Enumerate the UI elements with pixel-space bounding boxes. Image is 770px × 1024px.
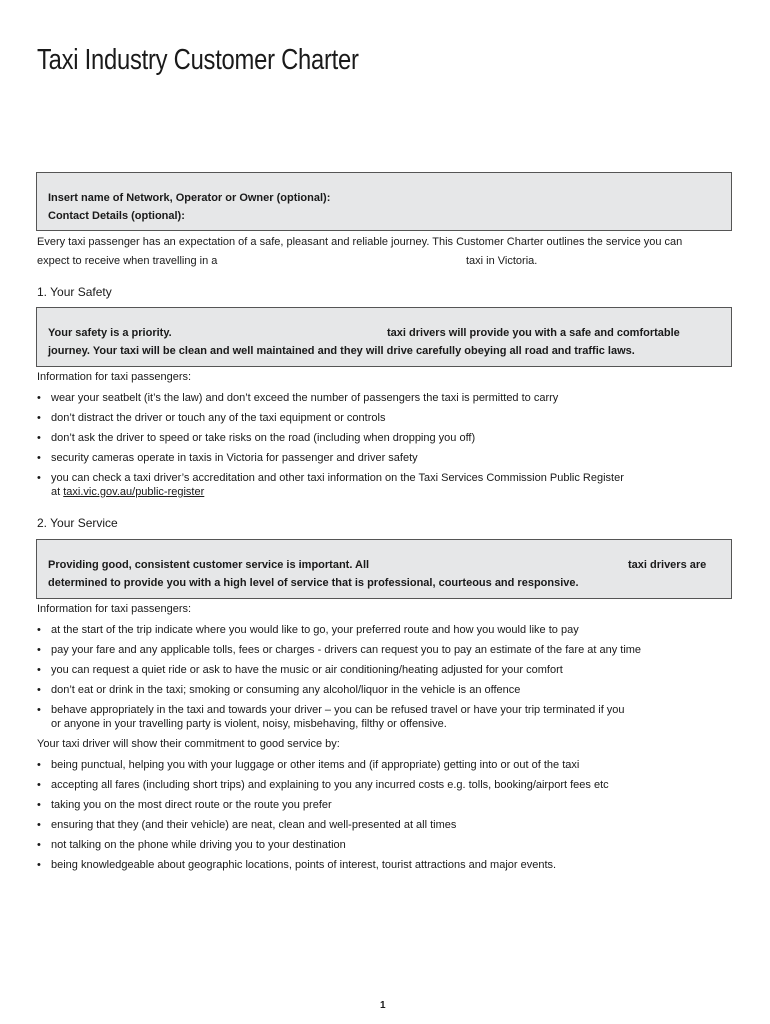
register-text: you can check a taxi driver’s accreditation and other taxi information on the Taxi Services Commission Public Register [51, 472, 624, 484]
register-at: at [51, 486, 61, 498]
list-item: • don’t ask the driver to speed or take risks on the road (including when dropping you off) [37, 431, 624, 445]
operator-details-box [36, 172, 732, 231]
behave-line-2: or anyone in your travelling party is violent, noisy, misbehaving, filthy or offensive. [51, 718, 447, 730]
service-heading: 2. Your Service [37, 516, 118, 530]
intro-line-2b: taxi in Victoria. [466, 255, 538, 267]
list-item: • being knowledgeable about geographic locations, points of interest, tourist attractions and major events. [37, 858, 609, 872]
commitment-label: Your taxi driver will show their commitment to good service by: [37, 738, 340, 750]
list-item: • wear your seatbelt (it’s the law) and don’t exceed the number of passengers the taxi is permitted to carry [37, 391, 624, 405]
public-register-link[interactable]: taxi.vic.gov.au/public-register [63, 486, 205, 498]
safety-box-line-1b: taxi drivers will provide you with a safe and comfortable [387, 327, 680, 339]
safety-list [37, 391, 624, 499]
operator-name-label: Insert name of Network, Operator or Owner (optional): [48, 192, 331, 204]
page-title: Taxi Industry Customer Charter [37, 44, 359, 76]
list-item [37, 703, 641, 731]
list-item: • at the start of the trip indicate where you would like to go, your preferred route and how you would like to pay [37, 623, 641, 637]
list-item: • don’t distract the driver or touch any of the taxi equipment or controls [37, 411, 624, 425]
list-item: • taking you on the most direct route or the route you prefer [37, 798, 609, 812]
behave-line-1: behave appropriately in the taxi and towards your driver – you can be refused travel or have your trip terminated if you [51, 704, 625, 716]
list-item: • ensuring that they (and their vehicle) are neat, clean and well-presented at all times [37, 818, 609, 832]
safety-heading: 1. Your Safety [37, 285, 112, 299]
intro-line-2a: expect to receive when travelling in a [37, 255, 218, 267]
list-item: • security cameras operate in taxis in Victoria for passenger and driver safety [37, 451, 624, 465]
list-item: • you can request a quiet ride or ask to have the music or air conditioning/heating adjusted for your comfort [37, 663, 641, 677]
list-item [37, 471, 624, 499]
safety-box [36, 307, 732, 367]
list-item: • being punctual, helping you with your luggage or other items and (if appropriate) getting into or out of the taxi [37, 758, 609, 772]
list-item: • pay your fare and any applicable tolls, fees or charges - drivers can request you to pay an estimate of the fare at any time [37, 643, 641, 657]
page-number: 1 [380, 1000, 386, 1011]
commitment-list [37, 758, 609, 872]
service-box-line-2: determined to provide you with a high level of service that is professional, courteous and responsive. [48, 577, 579, 589]
service-box-line-1b: taxi drivers are [628, 559, 707, 571]
safety-box-line-2: journey. Your taxi will be clean and well maintained and they will drive carefully obeying all road and traffic laws. [48, 345, 635, 357]
list-item: • accepting all fares (including short trips) and explaining to you any incurred costs e.g. tolls, booking/airport fees etc [37, 778, 609, 792]
list-item: • don’t eat or drink in the taxi; smoking or consuming any alcohol/liquor in the vehicle is an offence [37, 683, 641, 697]
service-info-label: Information for taxi passengers: [37, 603, 192, 615]
safety-box-line-1a: Your safety is a priority. [48, 327, 172, 339]
safety-info-label: Information for taxi passengers: [37, 371, 192, 383]
list-item: • not talking on the phone while driving you to your destination [37, 838, 609, 852]
contact-details-label: Contact Details (optional): [48, 210, 185, 222]
service-box-line-1a: Providing good, consistent customer service is important. All [48, 559, 370, 571]
intro-line-1: Every taxi passenger has an expectation of a safe, pleasant and reliable journey. This Customer Charter outlines the service you can [37, 236, 683, 248]
service-box [36, 539, 732, 599]
service-list [37, 623, 641, 731]
